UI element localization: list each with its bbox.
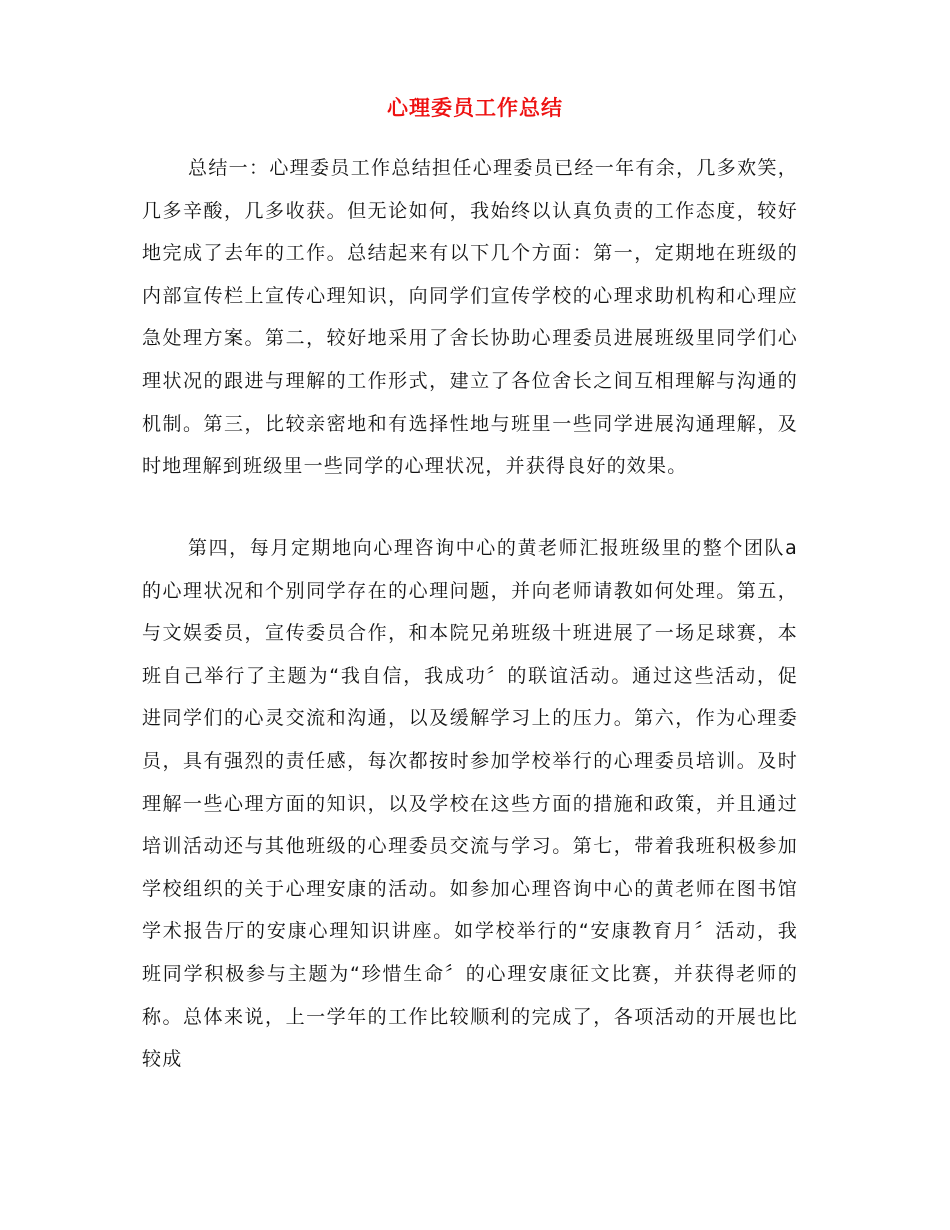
paragraph-1: 总结一：心理委员工作总结担任心理委员已经一年有余，几多欢笑，几多辛酸，几多收获。但无论如何，我始终以认真负责的工作态度，较好地完成了去年的工作。总结起来有以下几个方面：第一，定期地在班级的内部宣传栏上宣传心理知识，向同学们宣传学校的心理求助机构和心理应急处理方案。第二，较好地采用了舍长协助心理委员进展班级里同学们心理状况的跟进与理解的工作形式，建立了各位舍长之间互相理解与沟通的机制。第三，比较亲密地和有选择性地与班里一些同学进展沟通理解，及时地理解到班级里一些同学的心理状况，并获得良好的效果。 <box>142 157 798 478</box>
paragraph-2: 第四，每月定期地向心理咨询中心的黄老师汇报班级里的整个团队a的心理状况和个别同学存在的心理问题，并向老师请教如何处理。第五，与文娱委员，宣传委员合作，和本院兄弟班级十班进展了一场足球赛，本班自己举行了主题为“我自信，我成功〞的联谊活动。通过这些活动，促进同学们的心灵交流和沟通，以及缓解学习上的压力。第六，作为心理委员，具有强烈的责任感，每次都按时参加学校举行的心理委员培训。及时理解一些心理方面的知识，以及学校在这些方面的措施和政策，并且通过培训活动还与其他班级的心理委员交流与学习。第七，带着我班积极参加学校组织的关于心理安康的活动。如参加心理咨询中心的黄老师在图书馆学术报告厅的安康心理知识讲座。如学校举行的“安康教育月〞活动，我班同学积极参与主题为“珍惜生命〞的心理安康征文比赛，并获得老师的称。总体来说，上一学年的工作比较顺利的完成了，各项活动的开展也比较成 <box>142 537 798 1071</box>
document-title: 心理委员工作总结 <box>387 95 563 120</box>
